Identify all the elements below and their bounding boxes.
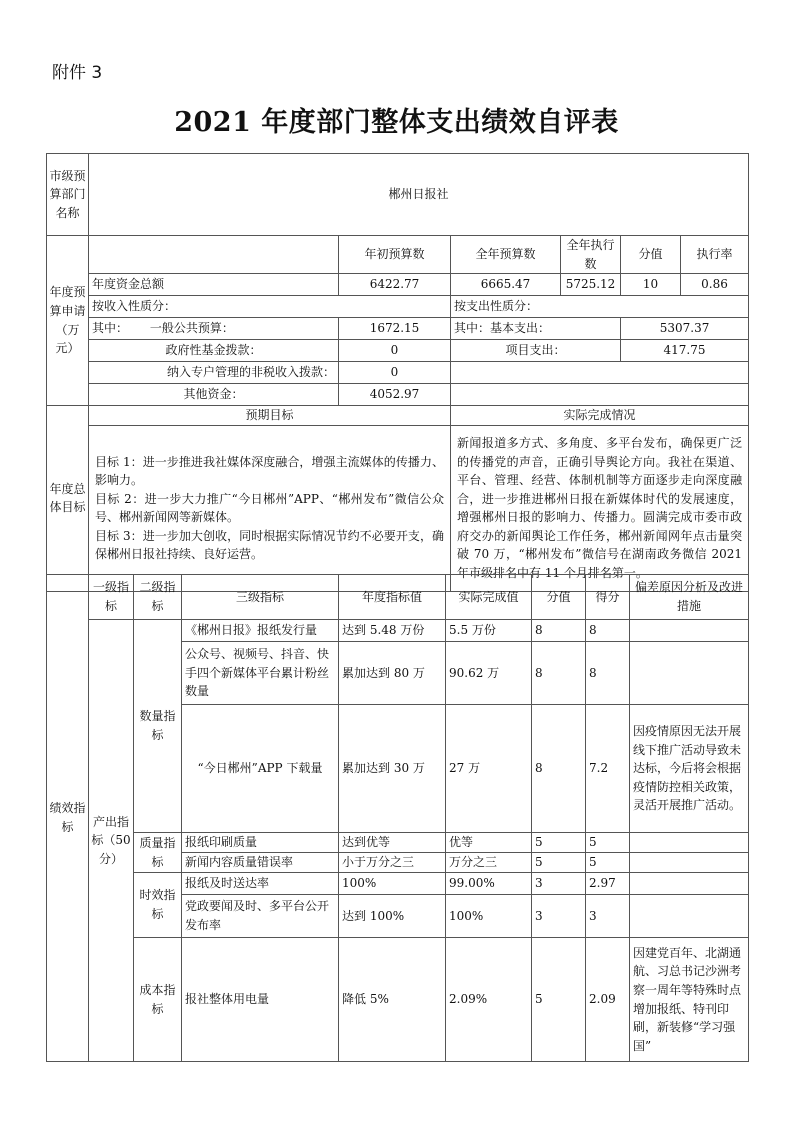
perf-label: 绩效指标 — [47, 575, 89, 1062]
indicator-score: 3 — [532, 895, 586, 938]
col-executed: 全年执行数 — [561, 236, 621, 274]
indicator-points: 5 — [586, 833, 630, 853]
actual-goals-text: 新闻报道多方式、多角度、多平台发布，确保更广泛的传播党的声音，正确引导舆论方向。我社在渠道、平台、管理、经营、体制机制等方面逐步走向深度融合，进一步推进郴州日报在新媒体时代的发展速度，增强郴州日报的影响力、传播力。圆满完成市委市政府交办的新闻舆论工作任务，郴州新闻网年点击量突破 70 万，“郴州发布”微信号在湖南政务微信 2021 年市级排名中有 11 个月排名第一。 — [451, 425, 749, 591]
indicator-name: 党政要闻及时、多平台公开发布率 — [182, 895, 339, 938]
expected-goals-text: 目标 1：进一步推进我社媒体深度融合，增强主流媒体的传播力、影响力。 目标 2：进一步大力推广“今日郴州”APP、“郴州发布”微信公众号、郴州新闻网等新媒体。 目标 3：进一步加大创收，同时根据实际情况节约不必要开支，确保郴州日报社持续、良好运营。 — [89, 425, 451, 591]
indicator-score: 5 — [532, 853, 586, 873]
nontax-label: 纳入专户管理的非税收入拨款： — [89, 362, 339, 384]
indicator-target: 达到 100% — [339, 895, 446, 938]
nontax-value: 0 — [339, 362, 451, 384]
total-funds-label: 年度资金总额 — [89, 274, 339, 296]
indicator-points: 8 — [586, 620, 630, 642]
indicator-reason — [630, 620, 749, 642]
indicator-points: 5 — [586, 853, 630, 873]
page-title: 2021 年度部门整体支出绩效自评表 — [174, 107, 619, 138]
expected-goals-header: 预期目标 — [89, 406, 451, 426]
indicator-reason: 因疫情原因无法开展线下推广活动导致未达标，今后将会根据疫情防控相关政策，灵活开展推广活动。 — [630, 705, 749, 833]
col-full-budget: 全年预算数 — [451, 236, 561, 274]
group-cost: 成本指标 — [134, 938, 182, 1062]
indicator-actual: 2.09% — [446, 938, 532, 1062]
table-row — [47, 873, 749, 895]
dept-name: 郴州日报社 — [89, 154, 749, 236]
qizhong-label: 其中： — [92, 321, 129, 336]
indicator-reason — [630, 853, 749, 873]
col-score: 分值 — [621, 236, 681, 274]
indicator-name: 报社整体用电量 — [182, 938, 339, 1062]
indicator-name: 新闻内容质量错误率 — [182, 853, 339, 873]
budget-table — [46, 153, 749, 592]
gov-fund-label: 政府性基金拨款： — [89, 340, 339, 362]
project-expense-value: 417.75 — [621, 340, 749, 362]
col-level2: 二级指标 — [134, 575, 182, 620]
level1-output: 产出指标（50 分） — [89, 620, 134, 1062]
project-expense-label: 项目支出： — [451, 340, 621, 362]
attachment-label: 附件 3 — [52, 63, 103, 83]
indicator-score: 8 — [532, 620, 586, 642]
by-expense-label: 按支出性质分： — [451, 296, 749, 318]
indicator-actual: 90.62 万 — [446, 642, 532, 705]
indicator-name: 《郴州日报》报纸发行量 — [182, 620, 339, 642]
indicator-reason — [630, 873, 749, 895]
total-executed-value: 5725.12 — [561, 274, 621, 296]
general-budget-label: 一般公共预算： — [149, 321, 234, 336]
col-points: 得分 — [586, 575, 630, 620]
indicator-actual: 优等 — [446, 833, 532, 853]
gov-fund-value: 0 — [339, 340, 451, 362]
indicator-target: 100% — [339, 873, 446, 895]
col-level1: 一级指标 — [89, 575, 134, 620]
budget-label: 年度预算申请（万元） — [47, 236, 89, 406]
indicator-target: 累加达到 80 万 — [339, 642, 446, 705]
dept-label: 市级预算部门名称 — [47, 154, 89, 236]
actual-goals-header: 实际完成情况 — [451, 406, 749, 426]
goals-label: 年度总体目标 — [47, 406, 89, 592]
indicator-score: 8 — [532, 642, 586, 705]
indicator-target: 累加达到 30 万 — [339, 705, 446, 833]
indicator-actual: 27 万 — [446, 705, 532, 833]
general-budget-value: 1672.15 — [339, 318, 451, 340]
indicator-name: 报纸印刷质量 — [182, 833, 339, 853]
col-exec-rate: 执行率 — [681, 236, 749, 274]
indicator-points: 8 — [586, 642, 630, 705]
table-row — [47, 620, 749, 642]
indicator-name: 报纸及时送达率 — [182, 873, 339, 895]
indicator-actual: 5.5 万份 — [446, 620, 532, 642]
col-target: 年度指标值 — [339, 575, 446, 620]
indicator-score: 8 — [532, 705, 586, 833]
indicator-reason: 因建党百年、北湖通航、习总书记沙洲考察一周年等特殊时点增加报纸、特刊印刷，新装修“学习强国” — [630, 938, 749, 1062]
indicator-score: 3 — [532, 873, 586, 895]
basic-expense-value: 5307.37 — [621, 318, 749, 340]
indicator-target: 小于万分之三 — [339, 853, 446, 873]
indicator-target: 达到 5.48 万份 — [339, 620, 446, 642]
group-quantity: 数量指标 — [134, 620, 182, 833]
group-quality: 质量指标 — [134, 833, 182, 873]
indicator-reason — [630, 642, 749, 705]
by-income-label: 按收入性质分： — [89, 296, 451, 318]
total-score-value: 10 — [621, 274, 681, 296]
indicator-target: 降低 5% — [339, 938, 446, 1062]
total-full-value: 6665.47 — [451, 274, 561, 296]
basic-expense-label: 其中：基本支出： — [451, 318, 621, 340]
indicator-points: 2.09 — [586, 938, 630, 1062]
indicator-name: 公众号、视频号、抖音、快手四个新媒体平台累计粉丝数量 — [182, 642, 339, 705]
col-level3: 三级指标 — [182, 575, 339, 620]
other-funds-value: 4052.97 — [339, 384, 451, 406]
indicator-score: 5 — [532, 938, 586, 1062]
table-row — [47, 833, 749, 853]
table-row — [47, 938, 749, 1062]
total-rate-value: 0.86 — [681, 274, 749, 296]
indicator-actual: 万分之三 — [446, 853, 532, 873]
indicator-target: 达到优等 — [339, 833, 446, 853]
group-timeliness: 时效指标 — [134, 873, 182, 938]
indicator-points: 7.2 — [586, 705, 630, 833]
other-funds-label: 其他资金： — [89, 384, 339, 406]
col-initial-budget: 年初预算数 — [339, 236, 451, 274]
indicator-actual: 100% — [446, 895, 532, 938]
indicator-points: 2.97 — [586, 873, 630, 895]
indicator-actual: 99.00% — [446, 873, 532, 895]
col-score: 分值 — [532, 575, 586, 620]
indicator-reason — [630, 895, 749, 938]
indicator-reason — [630, 833, 749, 853]
indicator-name: “今日郴州”APP 下载量 — [182, 705, 339, 833]
performance-table — [46, 574, 749, 1062]
col-deviation: 偏差原因分析及改进措施 — [630, 575, 749, 620]
total-initial-value: 6422.77 — [339, 274, 451, 296]
col-actual: 实际完成值 — [446, 575, 532, 620]
indicator-points: 3 — [586, 895, 630, 938]
indicator-score: 5 — [532, 833, 586, 853]
